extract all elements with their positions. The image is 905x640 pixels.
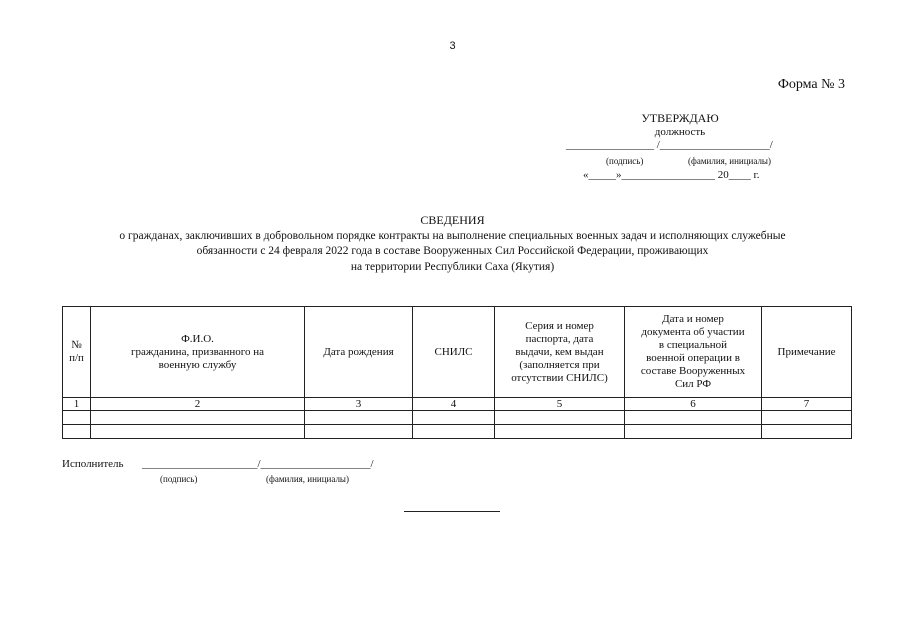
header-cell-fio: Ф.И.О. гражданина, призванного на военную службу (91, 307, 305, 398)
table-cell[interactable] (495, 411, 625, 425)
header-cell-document: Дата и номер документа об участии в специальной военной операции в составе Вооруженных Сил РФ (625, 307, 762, 398)
table-cell[interactable] (625, 425, 762, 439)
approve-date-line: «_____»_________________ 20____ г. (583, 169, 760, 181)
end-divider (404, 511, 500, 512)
column-number-cell: 4 (413, 398, 495, 411)
heading-title: СВЕДЕНИЯ (420, 213, 485, 227)
executor-signature-line: _____________________/____________________/ (142, 458, 374, 470)
table-cell[interactable] (625, 411, 762, 425)
page-number: 3 (449, 40, 456, 52)
form-label: Форма № 3 (777, 77, 845, 92)
column-number-row (63, 398, 852, 411)
column-number-cell: 7 (762, 398, 852, 411)
table-cell[interactable] (91, 411, 305, 425)
header-cell-note: Примечание (762, 307, 852, 398)
executor-name-caption: (фамилия, инициалы) (266, 474, 349, 484)
data-table (62, 306, 852, 439)
header-cell-passport: Серия и номер паспорта, дата выдачи, кем выдан (заполняется при отсутствии СНИЛС) (495, 307, 625, 398)
table-row (63, 425, 852, 439)
header-cell-number: № п/п (63, 307, 91, 398)
table-cell[interactable] (305, 411, 413, 425)
column-number-cell: 6 (625, 398, 762, 411)
executor-label: Исполнитель (62, 458, 124, 470)
column-number-cell: 5 (495, 398, 625, 411)
approve-signature-caption: (подпись) (606, 156, 644, 166)
column-number-cell: 3 (305, 398, 413, 411)
approve-title: УТВЕРЖДАЮ (641, 111, 719, 125)
table-row (63, 411, 852, 425)
table-cell[interactable] (413, 411, 495, 425)
table-header-row (63, 307, 852, 398)
header-cell-birthdate: Дата рождения (305, 307, 413, 398)
heading-line-2: обязанности с 24 февраля 2022 года в составе Вооруженных Сил Российской Федерации, проживающих (196, 245, 709, 257)
approve-name-caption: (фамилия, инициалы) (688, 156, 771, 166)
table-cell[interactable] (91, 425, 305, 439)
table-cell[interactable] (63, 425, 91, 439)
approve-position: должность (654, 126, 706, 138)
column-number-cell: 2 (91, 398, 305, 411)
table-cell[interactable] (762, 411, 852, 425)
table-cell[interactable] (762, 425, 852, 439)
heading-line-1: о гражданах, заключивших в добровольном порядке контракты на выполнение специальных военных задач и исполняющих служебные (119, 230, 786, 242)
table-cell[interactable] (413, 425, 495, 439)
header-cell-snils: СНИЛС (413, 307, 495, 398)
table-cell[interactable] (63, 411, 91, 425)
executor-signature-caption: (подпись) (160, 474, 198, 484)
table-cell[interactable] (305, 425, 413, 439)
approve-signature-line: ________________ /____________________/ (566, 139, 773, 151)
table-cell[interactable] (495, 425, 625, 439)
column-number-cell: 1 (63, 398, 91, 411)
heading-line-3: на территории Республики Саха (Якутия) (350, 261, 555, 273)
